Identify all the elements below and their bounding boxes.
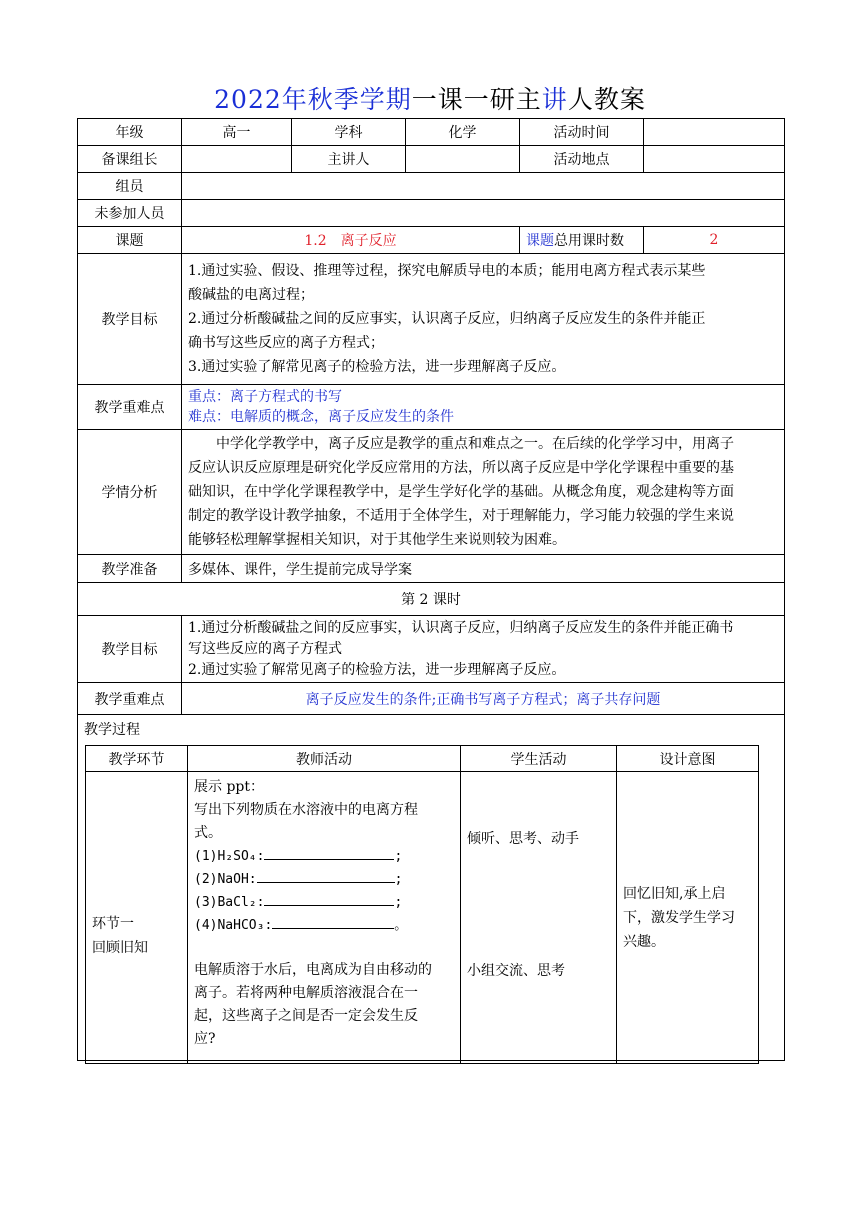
page-title xyxy=(0,80,860,116)
analysis-text xyxy=(182,430,785,555)
title-part-2: 一课一研主 xyxy=(411,85,542,114)
analysis-label: 学情分析 xyxy=(78,430,182,555)
row-key-2 xyxy=(78,683,785,715)
formula-line xyxy=(194,868,454,891)
formula-end: ; xyxy=(394,849,403,864)
goals2-line: 2.通过实验了解常见离子的检验方法，进一步理解离子反应。 xyxy=(188,661,566,678)
formula: (4)NaHCO₃: xyxy=(194,918,273,933)
difficult-point: 难点：电解质的概念，离子反应发生的条件 xyxy=(188,409,454,425)
teacher-line: 展示 ppt： xyxy=(194,779,264,795)
formula: (3)BaCl₂: xyxy=(194,895,265,910)
answer-blank xyxy=(264,845,394,860)
row-members xyxy=(78,173,785,200)
formula-line xyxy=(194,845,454,868)
key2-label: 教学重难点 xyxy=(78,683,182,715)
leader-label: 备课组长 xyxy=(78,146,182,173)
teacher-line: 电解质溶于水后，电离成为自由移动的 xyxy=(194,962,432,978)
row-goals-2 xyxy=(78,616,785,683)
time-label: 活动时间 xyxy=(520,119,644,146)
row-prep xyxy=(78,555,785,583)
subject-value: 化学 xyxy=(406,119,520,146)
goals-line: 3.通过实验了解常见离子的检验方法，进一步理解离子反应。 xyxy=(188,359,566,375)
process-header-teacher: 教师活动 xyxy=(188,746,461,772)
topic-label: 课题 xyxy=(78,227,182,254)
intent-line: 回忆旧知,承上启 xyxy=(623,885,726,902)
row-grade xyxy=(78,119,785,146)
subject-label: 学科 xyxy=(292,119,406,146)
formula: (2)NaOH: xyxy=(194,872,257,887)
grade-label: 年级 xyxy=(78,119,182,146)
teacher-activity xyxy=(188,772,461,1064)
key2-value: 离子反应发生的条件;正确书写离子方程式；离子共存问题 xyxy=(182,683,785,715)
formula-end: ; xyxy=(394,872,403,887)
row-lesson xyxy=(78,583,785,616)
step-name-line: 环节一 xyxy=(92,915,134,932)
intent-line: 下，激发学生学习 xyxy=(623,909,735,926)
formula-end: 。 xyxy=(394,918,408,933)
grade-value: 高一 xyxy=(182,119,292,146)
answer-blank xyxy=(264,891,394,906)
answer-blank xyxy=(272,914,394,929)
step-name xyxy=(86,772,188,1064)
hours-label-blue: 课题 xyxy=(526,233,554,249)
key-point: 重点：离子方程式的书写 xyxy=(188,389,342,405)
hours-label xyxy=(520,227,644,254)
goals-line: 酸碱盐的电离过程； xyxy=(188,287,314,303)
analysis-line: 础知识，在中学化学课程教学中，是学生学好化学的基础。从概念角度，观念建构等方面 xyxy=(188,484,734,500)
process-header-row xyxy=(86,746,759,772)
design-intent xyxy=(617,772,759,1064)
absent-value xyxy=(182,200,785,227)
prep-value: 多媒体、课件，学生提前完成导学案 xyxy=(182,555,785,583)
row-leader xyxy=(78,146,785,173)
formula-line xyxy=(194,891,454,914)
title-part-4: 人教案 xyxy=(567,85,646,114)
key-points-text xyxy=(182,385,785,430)
analysis-line: 反应认识反应原理是研究化学反应常用的方法，所以离子反应是中学化学课程中重要的基 xyxy=(188,460,734,476)
goals2-line: 1.通过分析酸碱盐之间的反应事实，认识离子反应，归纳离子反应发生的条件并能正确书 xyxy=(188,619,734,636)
row-analysis xyxy=(78,430,785,555)
goals-text xyxy=(182,254,785,385)
speaker-value xyxy=(406,146,520,173)
goals2-label: 教学目标 xyxy=(78,616,182,683)
formula: (1)H₂SO₄: xyxy=(194,849,265,864)
analysis-line: 制定的教学设计教学抽象，不适用于全体学生，对于理解能力，学习能力较强的学生来说 xyxy=(188,508,734,524)
teacher-line: 写出下列物质在水溶液中的电离方程 xyxy=(194,802,418,818)
student-activity-2: 小组交流、思考 xyxy=(467,963,565,979)
place-value xyxy=(644,146,785,173)
teacher-line: 离子。若将两种电解质溶液混合在一 xyxy=(194,985,418,1001)
formula-end: ; xyxy=(394,895,403,910)
absent-label: 未参加人员 xyxy=(78,200,182,227)
prep-label: 教学准备 xyxy=(78,555,182,583)
topic-value: 1.2 离子反应 xyxy=(182,227,520,254)
analysis-line: 中学化学教学中，离子反应是教学的重点和难点之一。在后续的化学学习中，用离子 xyxy=(216,436,734,452)
process-header-intent: 设计意图 xyxy=(617,746,759,772)
student-activity xyxy=(461,772,617,1064)
teacher-line: 应? xyxy=(194,1031,216,1047)
row-absent xyxy=(78,200,785,227)
members-label: 组员 xyxy=(78,173,182,200)
title-part-3: 讲 xyxy=(541,85,568,114)
row-goals xyxy=(78,254,785,385)
speaker-label: 主讲人 xyxy=(292,146,406,173)
place-label: 活动地点 xyxy=(520,146,644,173)
formula-line xyxy=(194,914,454,937)
student-activity-1: 倾听、思考、动手 xyxy=(467,831,579,847)
time-value xyxy=(644,119,785,146)
process-header-student: 学生活动 xyxy=(461,746,617,772)
key-points-label: 教学重难点 xyxy=(78,385,182,430)
goals2-line: 写这些反应的离子方程式 xyxy=(188,640,342,657)
goals-line: 1.通过实验、假设、推理等过程，探究电解质导电的本质；能用电离方程式表示某些 xyxy=(188,263,706,279)
title-part-1: 2022年秋季学期 xyxy=(214,85,412,114)
members-value xyxy=(182,173,785,200)
goals-line: 2.通过分析酸碱盐之间的反应事实，认识离子反应，归纳离子反应发生的条件并能正 xyxy=(188,311,706,327)
goals-label: 教学目标 xyxy=(78,254,182,385)
teacher-line: 起，这些离子之间是否一定会发生反 xyxy=(194,1008,418,1024)
teacher-line: 式。 xyxy=(194,825,222,841)
goals2-text xyxy=(182,616,785,683)
step-name-line: 回顾旧知 xyxy=(92,939,148,956)
process-header-step: 教学环节 xyxy=(86,746,188,772)
row-topic xyxy=(78,227,785,254)
answer-blank xyxy=(257,868,395,883)
process-table xyxy=(85,745,759,1064)
intent-line: 兴趣。 xyxy=(623,933,665,950)
hours-value: 2 xyxy=(644,227,785,254)
process-row-1 xyxy=(86,772,759,1064)
lesson-label: 第 2 课时 xyxy=(78,583,785,616)
leader-value xyxy=(182,146,292,173)
hours-label-rest: 总用课时数 xyxy=(554,233,624,249)
analysis-line: 能够轻松理解掌握相关知识，对于其他学生来说则较为困难。 xyxy=(188,532,566,548)
process-label: 教学过程 xyxy=(84,722,140,738)
goals-line: 确书写这些反应的离子方程式； xyxy=(188,335,384,351)
row-key-points xyxy=(78,385,785,430)
